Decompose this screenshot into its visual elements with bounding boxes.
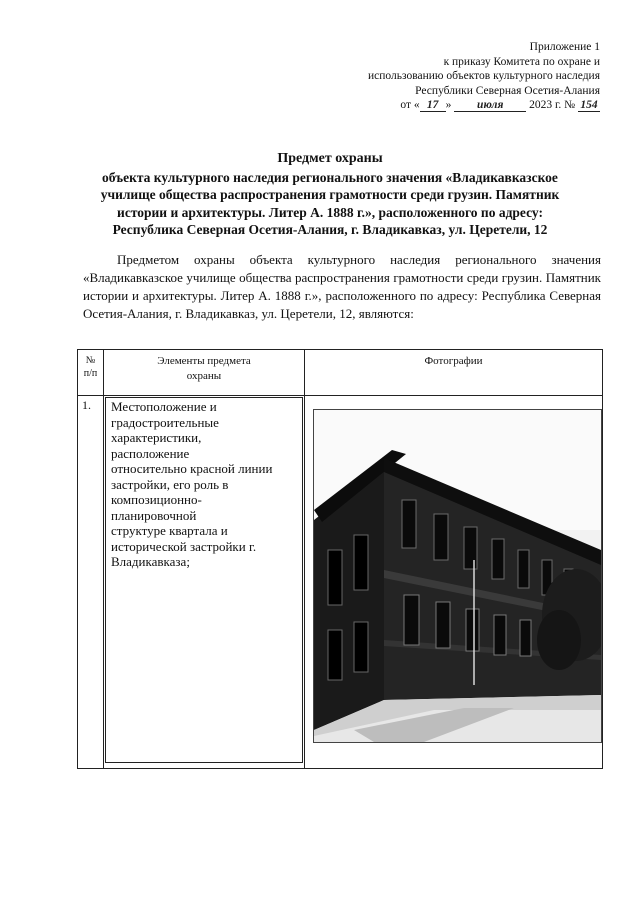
elem-line: застройки, его роль в [111, 476, 229, 492]
annex-line-1: Приложение 1 [529, 41, 600, 53]
elem-line: относительно красной линии [111, 461, 273, 476]
table-header-row [78, 350, 603, 396]
elem-line: градостроительные [111, 414, 219, 430]
title-line-1: объекта культурного наследия регионального значения «Владикавказское [102, 169, 558, 185]
building-photo [313, 409, 602, 743]
protection-table [77, 349, 603, 769]
annex-header [300, 40, 600, 113]
elem-line: структуре квартала и [111, 523, 228, 538]
title-line-4: Республика Северная Осетия-Алания, г. Владикавказ, ул. Церетели, 12 [112, 222, 548, 237]
header-num [78, 350, 104, 396]
elem-line: Владикавказа; [111, 554, 190, 569]
elem-line: характеристики, [111, 430, 202, 445]
table-row [78, 396, 603, 769]
document-title [60, 150, 600, 239]
row-elements-cell [104, 396, 305, 769]
header-elements-line-2: охраны [186, 370, 222, 382]
title-line-2: училище общества распространения грамотности среди грузин. Памятник [100, 187, 560, 202]
annex-line-2: к приказу Комитета по охране и [443, 55, 600, 68]
date-month-handwritten: июля [454, 99, 526, 112]
elem-line: Местоположение и [111, 399, 217, 414]
annex-line-3: использованию объектов культурного наследия [367, 70, 600, 82]
elem-line: исторической застройки г. [111, 538, 257, 554]
building-photo-illustration [314, 410, 601, 742]
title-line-3: истории и архитектуры. Литер А. 1888 г.», расположенного по адресу: [117, 204, 543, 220]
elem-line: расположение [111, 445, 190, 461]
row-number: 1. [78, 396, 104, 769]
elem-line: планировочной [111, 507, 197, 523]
header-elements [104, 350, 305, 396]
header-num-line-2: п/п [83, 368, 98, 379]
intro-paragraph: Предметом охраны объекта культурного наследия регионального значения «Владикавказское училище общества распространения грамотности среди грузин. Памятник истории и архитектуры. Литер А. 1888 г.», расположенного по адресу: Республика Северная Осетия-Алания, г. Владикавказ, ул. Церетели, 12, являются: [83, 252, 601, 321]
date-year: 2023 г. № [529, 99, 576, 111]
date-mid: » [445, 99, 452, 111]
order-number-handwritten: 154 [578, 99, 600, 112]
row-elements-text [105, 397, 303, 763]
order-date-line [300, 98, 600, 113]
elem-line: композиционно- [111, 492, 202, 507]
title-main: Предмет охраны [277, 151, 383, 166]
header-num-line-1: № [85, 355, 96, 366]
annex-line-4: Республики Северная Осетия-Алания [415, 84, 600, 97]
header-elements-line-1: Элементы предмета [157, 355, 251, 367]
date-day-handwritten: 17 [420, 99, 446, 112]
date-prefix: от « [400, 99, 420, 111]
row-photo-cell [305, 396, 603, 769]
header-photos: Фотографии [305, 350, 603, 396]
